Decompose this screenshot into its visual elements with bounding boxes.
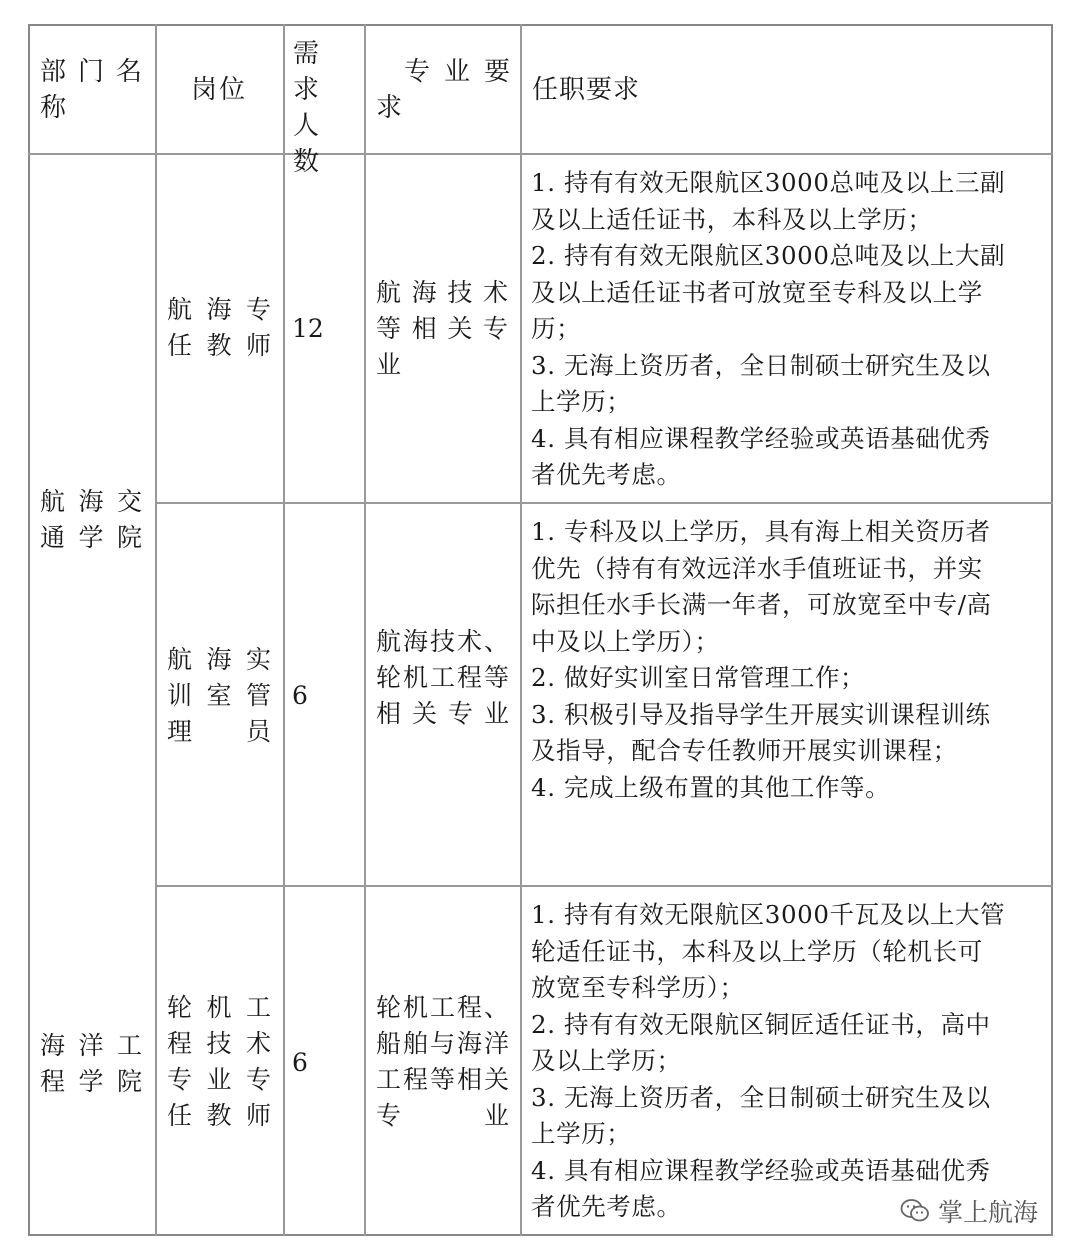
major-requirement: 航海技术等相关专业 <box>376 278 510 379</box>
requirement-line: 放宽至专科学历）； <box>531 973 745 1002</box>
requirement-line: 及以上适任证书，本科及以上学历； <box>531 204 933 234</box>
requirement-line: 1. 持有有效无限航区3000总吨及以上三副 <box>531 168 1006 197</box>
major-requirement: 轮机工程、船舶与海洋工程等相关专业 <box>376 993 510 1130</box>
column-divider <box>520 24 522 1236</box>
requirement-line: 4. 具有相应课程教学经验或英语基础优秀 <box>531 1155 991 1185</box>
dept-name: 海洋工程学院 <box>40 1031 144 1096</box>
requirement-line: 中及以上学历）； <box>531 626 720 656</box>
wechat-icon <box>900 1198 930 1224</box>
post-title: 航海实训室管理员 <box>167 645 273 746</box>
requirement-line: 及以上适任证书者可放宽至专科及以上学 <box>531 277 983 307</box>
header-dept: 部门名称 <box>40 57 144 123</box>
requirement-line: 历； <box>531 314 582 343</box>
headcount: 12 <box>292 314 324 343</box>
requirement-line: 及指导，配合专任教师开展实训课程； <box>531 736 958 765</box>
column-divider <box>155 24 157 1236</box>
headcount: 6 <box>292 681 308 710</box>
requirement-line: 2. 做好实训室日常管理工作； <box>531 663 866 692</box>
watermark <box>900 1194 1038 1228</box>
requirement-line: 4. 完成上级布置的其他工作等。 <box>531 772 891 802</box>
requirement-line: 3. 积极引导及指导学生开展实训课程训练 <box>531 699 991 729</box>
major-requirement: 航海技术、轮机工程等相关专业 <box>376 627 510 728</box>
requirement-line: 3. 无海上资历者，全日制硕士研究生及以 <box>531 1082 991 1112</box>
row-divider <box>155 502 1053 504</box>
header-post: 岗位 <box>190 75 247 105</box>
job-requirements <box>531 897 1046 1226</box>
requirement-line: 及以上学历； <box>531 1046 682 1075</box>
watermark-text: 掌上航海 <box>938 1198 1039 1227</box>
requirement-line: 2. 持有有效无限航区3000总吨及以上大副 <box>531 241 1006 270</box>
requirement-line: 1. 专科及以上学历，具有海上相关资历者 <box>531 517 991 546</box>
requirement-line: 者优先考虑。 <box>531 460 682 489</box>
requirement-line: 者优先考虑。 <box>531 1192 682 1221</box>
requirement-line: 上学历； <box>531 387 632 416</box>
header-major: 专业要求 <box>376 57 512 123</box>
dept-name: 航海交通学院 <box>40 487 144 552</box>
requirement-line: 4. 具有相应课程教学经验或英语基础优秀 <box>531 423 991 453</box>
requirement-line: 1. 持有有效无限航区3000千瓦及以上大管 <box>531 900 1006 929</box>
job-requirements <box>531 165 1046 494</box>
header-requirements: 任职要求 <box>532 75 641 105</box>
job-requirements <box>531 514 1046 806</box>
row-divider <box>155 885 1053 887</box>
header-divider <box>28 153 1053 155</box>
post-title: 航海专任教师 <box>167 295 273 360</box>
requirement-line: 轮适任证书，本科及以上学历（轮机长可 <box>531 936 983 966</box>
header-count: 需求人数 <box>293 39 328 177</box>
column-divider <box>364 24 366 1236</box>
requirement-line: 优先（持有有效远洋水手值班证书，并实 <box>531 553 983 583</box>
requirement-line: 际担任水手长满一年者，可放宽至中专/高 <box>531 590 992 619</box>
requirement-line: 上学历； <box>531 1119 632 1148</box>
headcount: 6 <box>292 1048 308 1077</box>
column-divider <box>283 24 285 1236</box>
requirement-line: 3. 无海上资历者，全日制硕士研究生及以 <box>531 350 991 380</box>
post-title: 轮机工程技术专业专任教师 <box>167 993 273 1130</box>
requirement-line: 2. 持有有效无限航区铜匠适任证书，高中 <box>531 1009 991 1039</box>
